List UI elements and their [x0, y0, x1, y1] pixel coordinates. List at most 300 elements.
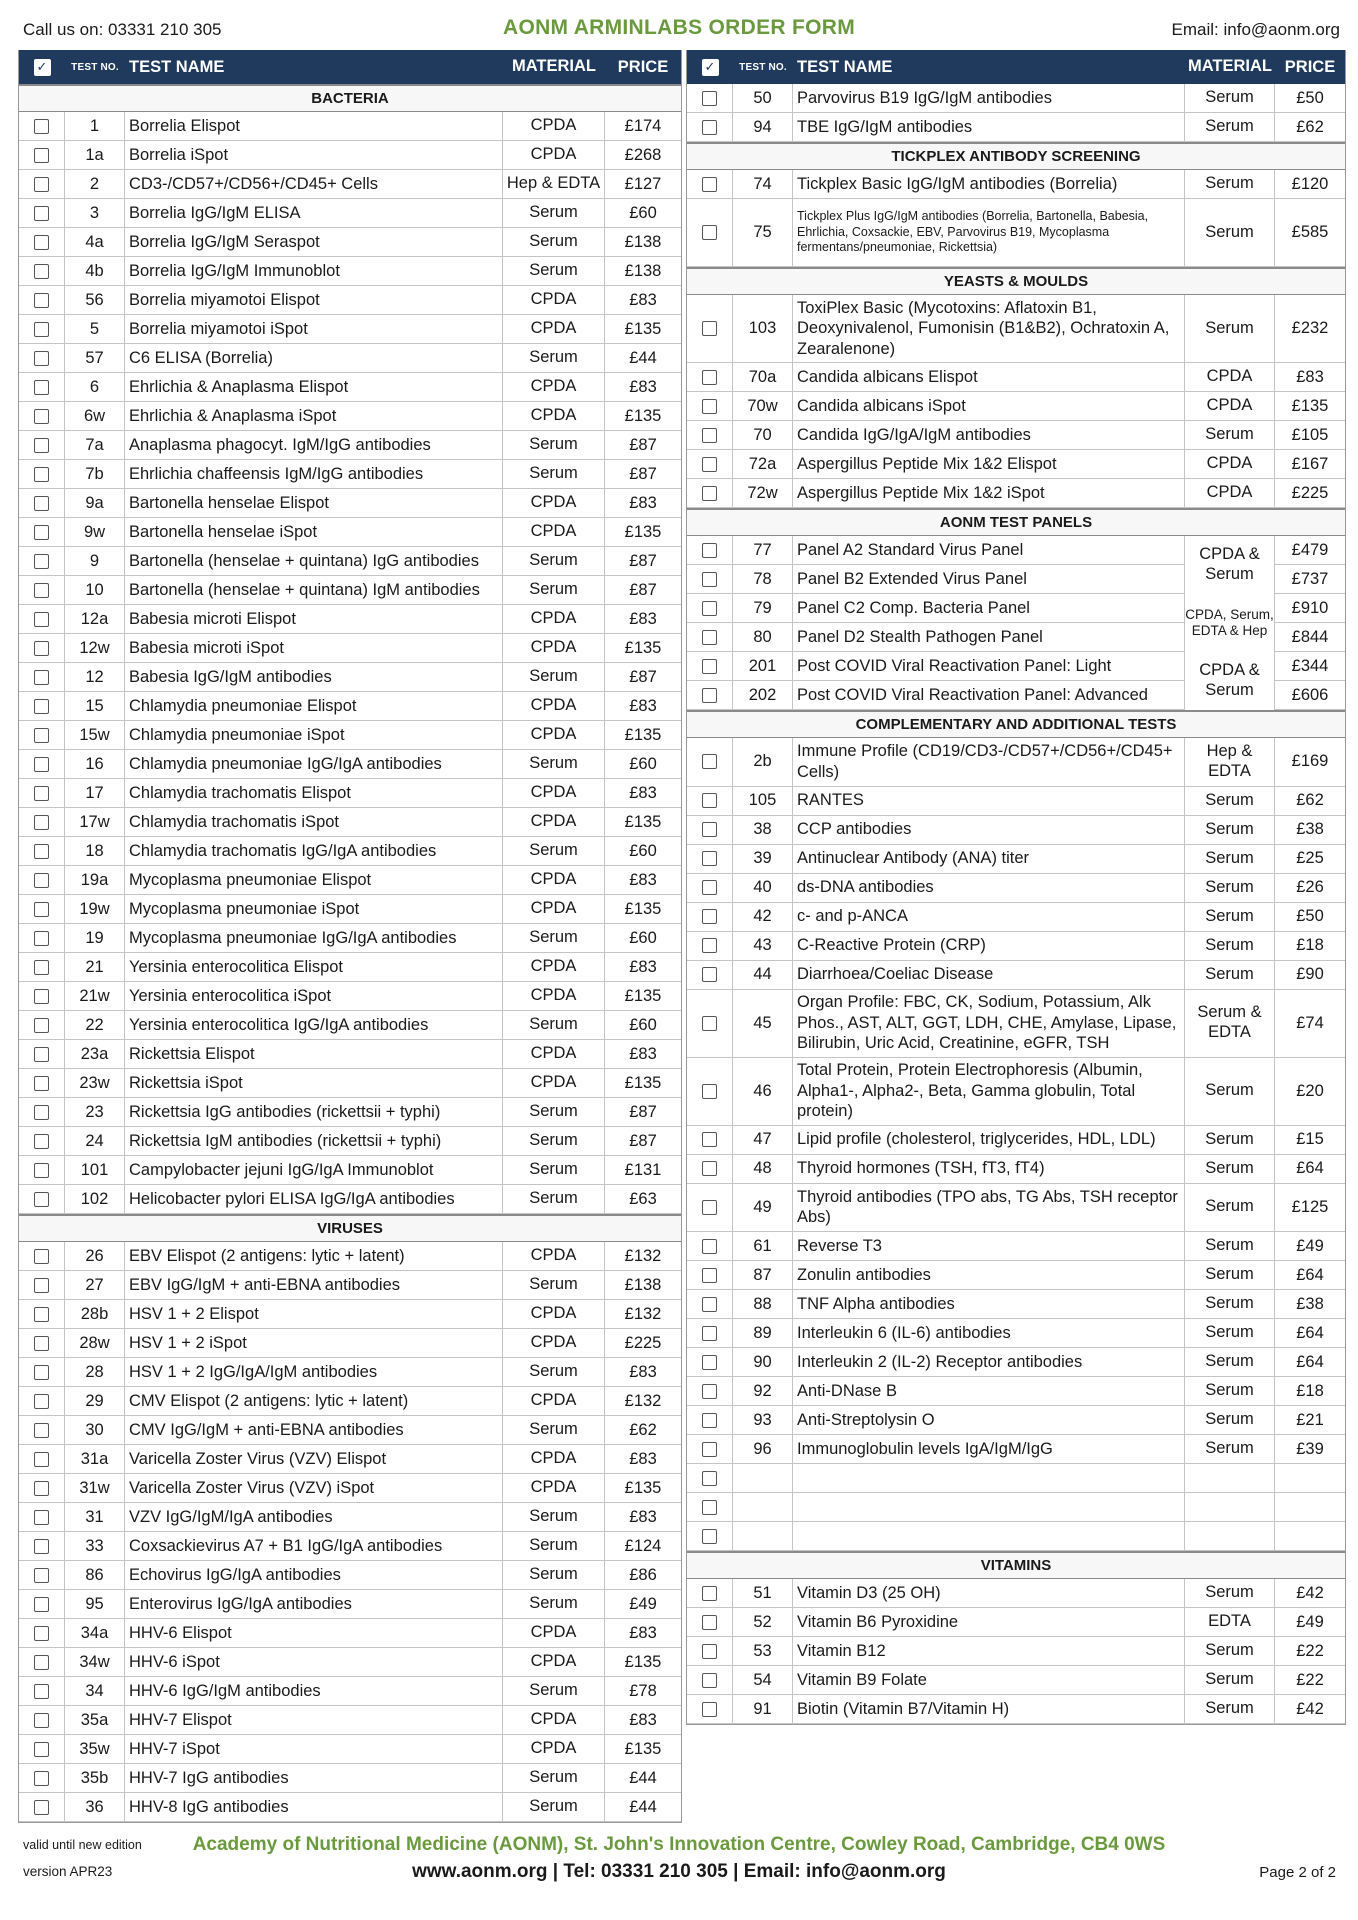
table-row [19, 1300, 681, 1329]
row-checkbox-cell [19, 1387, 65, 1415]
order-checkbox[interactable] [34, 728, 49, 743]
order-checkbox[interactable] [34, 322, 49, 337]
row-checkbox-cell [687, 932, 733, 960]
page-header [0, 0, 1358, 54]
test-name: Anaplasma phagocyt. IgM/IgG antibodies [125, 431, 503, 459]
order-checkbox[interactable] [34, 264, 49, 279]
table-row [19, 141, 681, 170]
order-checkbox[interactable] [702, 938, 717, 953]
order-checkbox[interactable] [34, 699, 49, 714]
order-checkbox[interactable] [702, 1355, 717, 1370]
order-checkbox[interactable] [702, 822, 717, 837]
order-checkbox[interactable] [34, 206, 49, 221]
table-row [19, 1127, 681, 1156]
table-row [687, 363, 1345, 392]
test-number: 102 [65, 1185, 125, 1213]
order-checkbox[interactable] [34, 235, 49, 250]
table-row [687, 113, 1345, 142]
test-price [1275, 1464, 1345, 1492]
test-name: TBE IgG/IgM antibodies [793, 113, 1185, 141]
row-checkbox-cell [19, 1445, 65, 1473]
test-name: CMV Elispot (2 antigens: lytic + latent) [125, 1387, 503, 1415]
test-number: 12 [65, 663, 125, 691]
test-price: £60 [629, 754, 657, 773]
test-material: Serum [503, 1793, 605, 1821]
table-row [19, 1677, 681, 1706]
order-checkbox[interactable] [702, 688, 717, 703]
test-material: Serum [1185, 1261, 1275, 1289]
order-checkbox[interactable] [702, 1413, 717, 1428]
order-checkbox[interactable] [34, 641, 49, 656]
table-row [687, 479, 1345, 508]
order-checkbox[interactable] [702, 457, 717, 472]
test-name: Interleukin 2 (IL-2) Receptor antibodies [793, 1348, 1185, 1376]
table-row [687, 738, 1345, 787]
test-number: 34 [65, 1677, 125, 1705]
order-checkbox[interactable] [34, 1452, 49, 1467]
table-header [687, 50, 1345, 84]
test-material: CPDA [503, 1387, 605, 1415]
order-checkbox[interactable] [34, 1510, 49, 1525]
order-checkbox[interactable] [702, 1586, 717, 1601]
order-checkbox[interactable] [34, 496, 49, 511]
row-checkbox-cell [687, 113, 733, 141]
order-checkbox[interactable] [34, 1076, 49, 1091]
test-material: Serum [503, 257, 605, 285]
row-checkbox-cell [19, 1358, 65, 1386]
order-checkbox[interactable] [34, 1423, 49, 1438]
order-checkbox[interactable] [34, 119, 49, 134]
test-price: £138 [624, 261, 662, 280]
test-name: Yersinia enterocolitica iSpot [125, 982, 503, 1010]
row-checkbox-cell [19, 750, 65, 778]
order-checkbox[interactable] [702, 1384, 717, 1399]
order-checkbox[interactable] [702, 754, 717, 769]
order-checkbox[interactable] [702, 399, 717, 414]
test-price: £135 [624, 406, 662, 425]
test-name: Chlamydia pneumoniae Elispot [125, 692, 503, 720]
order-checkbox[interactable] [702, 1161, 717, 1176]
test-name: Varicella Zoster Virus (VZV) iSpot [125, 1474, 503, 1502]
phone-number: Call us on: 03331 210 305 [23, 20, 222, 39]
test-name: Aspergillus Peptide Mix 1&2 Elispot [793, 450, 1185, 478]
table-row [19, 605, 681, 634]
order-checkbox[interactable] [34, 148, 49, 163]
order-checkbox[interactable] [34, 1684, 49, 1699]
order-checkbox[interactable] [702, 321, 717, 336]
row-checkbox-cell [19, 547, 65, 575]
test-number: 3 [65, 199, 125, 227]
order-checkbox[interactable] [702, 1644, 717, 1659]
order-checkbox[interactable] [702, 1200, 717, 1215]
order-checkbox[interactable] [34, 1800, 49, 1815]
order-checkbox[interactable] [702, 1297, 717, 1312]
row-checkbox-cell [687, 1348, 733, 1376]
test-material: Serum [1185, 199, 1275, 266]
order-checkbox[interactable] [34, 989, 49, 1004]
order-checkbox[interactable] [34, 1626, 49, 1641]
test-name: Borrelia iSpot [125, 141, 503, 169]
test-number: 92 [733, 1377, 793, 1405]
order-checkbox[interactable] [34, 1742, 49, 1757]
order-checkbox[interactable] [702, 91, 717, 106]
order-checkbox[interactable] [34, 1655, 49, 1670]
order-checkbox[interactable] [34, 1278, 49, 1293]
order-checkbox[interactable] [34, 1481, 49, 1496]
order-checkbox[interactable] [34, 612, 49, 627]
order-checkbox[interactable] [702, 1615, 717, 1630]
test-name: c- and p-ANCA [793, 903, 1185, 931]
test-material: Serum [1185, 1058, 1275, 1125]
test-number: 27 [65, 1271, 125, 1299]
test-material: Serum [1185, 1290, 1275, 1318]
test-material: Serum [1185, 1126, 1275, 1154]
test-material [1185, 1522, 1275, 1550]
table-row [19, 663, 681, 692]
test-price: £174 [624, 116, 662, 135]
row-checkbox-cell [687, 84, 733, 112]
test-name: Candida albicans Elispot [793, 363, 1185, 391]
test-price [1275, 1493, 1345, 1521]
order-checkbox[interactable] [34, 525, 49, 540]
test-price: £87 [629, 464, 657, 483]
test-name: TNF Alpha antibodies [793, 1290, 1185, 1318]
row-checkbox-cell [687, 421, 733, 449]
row-checkbox-cell [687, 479, 733, 507]
table-row [687, 1348, 1345, 1377]
order-checkbox[interactable] [702, 601, 717, 616]
test-name: VZV IgG/IgM/IgA antibodies [125, 1503, 503, 1531]
test-material: Serum [1185, 1406, 1275, 1434]
test-price: £135 [624, 1739, 662, 1758]
table-row [19, 953, 681, 982]
table-row [19, 228, 681, 257]
order-checkbox[interactable] [34, 1568, 49, 1583]
test-material: CPDA [1185, 450, 1275, 478]
test-material: Serum [503, 924, 605, 952]
test-number: 17 [65, 779, 125, 807]
test-number: 46 [733, 1058, 793, 1125]
row-checkbox-cell [19, 1271, 65, 1299]
test-number: 38 [733, 816, 793, 844]
test-number: 201 [733, 652, 793, 680]
row-checkbox-cell [19, 1561, 65, 1589]
test-name: CMV IgG/IgM + anti-EBNA antibodies [125, 1416, 503, 1444]
test-name: Immunoglobulin levels IgA/IgM/IgG [793, 1435, 1185, 1463]
order-checkbox[interactable] [702, 1500, 717, 1515]
test-material: Serum [1185, 932, 1275, 960]
row-checkbox-cell [19, 663, 65, 691]
order-checkbox[interactable] [702, 1239, 717, 1254]
test-material: Serum [503, 1677, 605, 1705]
row-checkbox-cell [687, 738, 733, 786]
test-material: CPDA [503, 141, 605, 169]
test-price: £22 [1296, 1641, 1324, 1660]
order-checkbox[interactable] [34, 1307, 49, 1322]
test-number: 35w [65, 1735, 125, 1763]
order-checkbox[interactable] [34, 1771, 49, 1786]
test-name: ToxiPlex Basic (Mycotoxins: Aflatoxin B1, Deoxynivalenol, Fumonisin (B1&B2), Ochratoxin A, Zearalenone) [793, 295, 1185, 362]
test-price: £64 [1296, 1265, 1324, 1284]
row-checkbox-cell [19, 1764, 65, 1792]
test-name: Thyroid hormones (TSH, fT3, fT4) [793, 1155, 1185, 1183]
row-checkbox-cell [19, 373, 65, 401]
test-price: £64 [1296, 1323, 1324, 1342]
test-name: RANTES [793, 787, 1185, 815]
test-price: £232 [1291, 319, 1329, 337]
table-row [687, 199, 1345, 267]
order-checkbox[interactable] [702, 1268, 717, 1283]
test-price: £83 [629, 1044, 657, 1063]
order-checkbox[interactable] [702, 1016, 717, 1031]
order-checkbox[interactable] [34, 1105, 49, 1120]
table-row [687, 295, 1345, 363]
order-checkbox[interactable] [702, 793, 717, 808]
test-material: CPDA [503, 953, 605, 981]
test-price: £78 [629, 1681, 657, 1700]
test-material: Serum [503, 344, 605, 372]
test-number: 101 [65, 1156, 125, 1184]
order-checkbox[interactable] [34, 1336, 49, 1351]
test-number: 49 [733, 1184, 793, 1232]
row-checkbox-cell [19, 779, 65, 807]
test-name: Panel D2 Stealth Pathogen Panel [793, 623, 1185, 651]
test-number: 72a [733, 450, 793, 478]
order-checkbox[interactable] [34, 554, 49, 569]
order-checkbox[interactable] [702, 225, 717, 240]
table-row [687, 845, 1345, 874]
order-checkbox[interactable] [34, 177, 49, 192]
order-checkbox[interactable] [702, 572, 717, 587]
test-material: Serum [1185, 1155, 1275, 1183]
test-price: £225 [624, 1333, 662, 1352]
row-checkbox-cell [19, 460, 65, 488]
row-checkbox-cell [687, 199, 733, 266]
order-checkbox[interactable] [702, 177, 717, 192]
order-checkbox[interactable] [702, 1132, 717, 1147]
test-number: 79 [733, 594, 793, 622]
test-number: 78 [733, 565, 793, 593]
order-checkbox[interactable] [702, 486, 717, 501]
order-checkbox[interactable] [702, 1442, 717, 1457]
order-checkbox[interactable] [702, 1673, 717, 1688]
header-price: PRICE [617, 57, 669, 76]
row-checkbox-cell [19, 518, 65, 546]
test-material: CPDA [503, 1474, 605, 1502]
table-row [19, 1185, 681, 1214]
test-material: Serum [1185, 787, 1275, 815]
test-number: 31w [65, 1474, 125, 1502]
test-price: £606 [1291, 685, 1329, 704]
order-checkbox[interactable] [34, 1597, 49, 1612]
test-number: 15 [65, 692, 125, 720]
order-checkbox[interactable] [34, 467, 49, 482]
table-row [687, 84, 1345, 113]
test-price: £44 [629, 348, 657, 367]
section-heading: YEASTS & MOULDS [687, 267, 1345, 295]
order-checkbox[interactable] [34, 902, 49, 917]
order-checkbox[interactable] [34, 844, 49, 859]
order-checkbox[interactable] [34, 786, 49, 801]
order-checkbox[interactable] [34, 438, 49, 453]
select-all-checkbox[interactable]: ✓ [34, 59, 51, 76]
test-price: £83 [629, 1362, 657, 1381]
order-checkbox[interactable] [702, 659, 717, 674]
order-checkbox[interactable] [34, 670, 49, 685]
table-row [687, 1261, 1345, 1290]
test-number: 19w [65, 895, 125, 923]
order-checkbox[interactable] [34, 1134, 49, 1149]
order-checkbox[interactable] [34, 931, 49, 946]
table-row [687, 1637, 1345, 1666]
test-name: Bartonella (henselae + quintana) IgM antibodies [125, 576, 503, 604]
test-name: Babesia microti Elispot [125, 605, 503, 633]
order-checkbox[interactable] [34, 1365, 49, 1380]
test-material: CPDA [503, 1329, 605, 1357]
table-row [19, 170, 681, 199]
test-price: £42 [1296, 1699, 1324, 1718]
test-material: Serum [1185, 1377, 1275, 1405]
order-checkbox[interactable] [34, 757, 49, 772]
order-checkbox[interactable] [34, 1713, 49, 1728]
test-name: EBV Elispot (2 antigens: lytic + latent) [125, 1242, 503, 1270]
order-checkbox[interactable] [34, 1192, 49, 1207]
order-checkbox[interactable] [702, 428, 717, 443]
row-checkbox-cell [687, 1377, 733, 1405]
test-price: £87 [629, 580, 657, 599]
test-name: ds-DNA antibodies [793, 874, 1185, 902]
order-checkbox[interactable] [34, 1163, 49, 1178]
panel-material: CPDA & Serum [1185, 536, 1275, 594]
order-checkbox[interactable] [34, 1539, 49, 1554]
select-all-checkbox[interactable]: ✓ [702, 59, 719, 76]
order-checkbox[interactable] [702, 370, 717, 385]
test-price: £83 [629, 290, 657, 309]
order-checkbox[interactable] [702, 543, 717, 558]
test-number: 4b [65, 257, 125, 285]
test-number: 93 [733, 1406, 793, 1434]
header-price: PRICE [1284, 57, 1336, 76]
table-row [19, 1706, 681, 1735]
order-checkbox[interactable] [34, 1249, 49, 1264]
test-number: 9a [65, 489, 125, 517]
order-checkbox[interactable] [702, 630, 717, 645]
test-number: 57 [65, 344, 125, 372]
order-checkbox[interactable] [702, 1326, 717, 1341]
test-price: £62 [1296, 117, 1324, 136]
order-checkbox[interactable] [34, 1047, 49, 1062]
order-checkbox[interactable] [34, 409, 49, 424]
test-material: CPDA [503, 866, 605, 894]
test-number: 86 [65, 1561, 125, 1589]
test-number: 7a [65, 431, 125, 459]
test-price: £21 [1296, 1410, 1324, 1429]
order-checkbox[interactable] [702, 880, 717, 895]
test-number: 19 [65, 924, 125, 952]
test-name: Echovirus IgG/IgA antibodies [125, 1561, 503, 1589]
test-material: Serum [1185, 421, 1275, 449]
order-checkbox[interactable] [702, 1702, 717, 1717]
order-checkbox[interactable] [34, 583, 49, 598]
order-checkbox[interactable] [34, 380, 49, 395]
test-number: 202 [733, 681, 793, 709]
order-checkbox[interactable] [34, 293, 49, 308]
test-material: Serum [1185, 295, 1275, 362]
test-name: HSV 1 + 2 iSpot [125, 1329, 503, 1357]
order-checkbox[interactable] [34, 960, 49, 975]
table-row [687, 1377, 1345, 1406]
test-price: £20 [1296, 1081, 1324, 1100]
table-row [687, 1184, 1345, 1233]
test-material: Serum [1185, 1348, 1275, 1376]
test-name: Mycoplasma pneumoniae iSpot [125, 895, 503, 923]
test-name: Rickettsia IgM antibodies (rickettsii + typhi) [125, 1127, 503, 1155]
table-row [19, 1156, 681, 1185]
row-checkbox-cell [687, 1290, 733, 1318]
table-row [19, 1271, 681, 1300]
test-name: HHV-8 IgG antibodies [125, 1793, 503, 1821]
order-checkbox[interactable] [702, 1471, 717, 1486]
order-checkbox[interactable] [702, 967, 717, 982]
row-checkbox-cell [687, 990, 733, 1057]
test-price: £22 [1296, 1670, 1324, 1689]
test-material: Serum [503, 1561, 605, 1589]
test-price: £585 [1291, 223, 1329, 241]
test-name: Helicobacter pylori ELISA IgG/IgA antibodies [125, 1185, 503, 1213]
row-checkbox-cell [687, 295, 733, 362]
order-checkbox[interactable] [34, 351, 49, 366]
test-material: Serum [503, 750, 605, 778]
table-row [19, 750, 681, 779]
test-price: £44 [629, 1768, 657, 1787]
test-price: £50 [1296, 907, 1324, 925]
test-price: £86 [629, 1565, 657, 1584]
order-checkbox[interactable] [702, 909, 717, 924]
table-row [19, 1648, 681, 1677]
test-name: Borrelia miyamotoi Elispot [125, 286, 503, 314]
test-material: CPDA [503, 518, 605, 546]
test-number: 23 [65, 1098, 125, 1126]
test-number: 47 [733, 1126, 793, 1154]
test-price: £135 [624, 638, 662, 657]
table-row [19, 692, 681, 721]
test-material: CPDA [503, 1069, 605, 1097]
order-checkbox[interactable] [702, 1529, 717, 1544]
row-checkbox-cell [687, 845, 733, 873]
test-price: £135 [624, 1073, 662, 1092]
test-material: Serum [503, 228, 605, 256]
test-name: Babesia microti iSpot [125, 634, 503, 662]
row-checkbox-cell [687, 450, 733, 478]
test-material: Serum [1185, 1666, 1275, 1694]
row-checkbox-cell [687, 1232, 733, 1260]
row-checkbox-cell [687, 1493, 733, 1521]
test-material: CPDA [503, 895, 605, 923]
test-price: £49 [629, 1594, 657, 1613]
order-checkbox[interactable] [702, 120, 717, 135]
order-checkbox[interactable] [34, 815, 49, 830]
test-number: 21w [65, 982, 125, 1010]
order-checkbox[interactable] [34, 1394, 49, 1409]
order-checkbox[interactable] [702, 851, 717, 866]
order-checkbox[interactable] [702, 1084, 717, 1099]
row-checkbox-cell [687, 1608, 733, 1636]
email-address: Email: info@aonm.org [1171, 20, 1340, 39]
order-checkbox[interactable] [34, 1018, 49, 1033]
test-name: Ehrlichia & Anaplasma Elispot [125, 373, 503, 401]
table-row [19, 373, 681, 402]
order-checkbox[interactable] [34, 873, 49, 888]
